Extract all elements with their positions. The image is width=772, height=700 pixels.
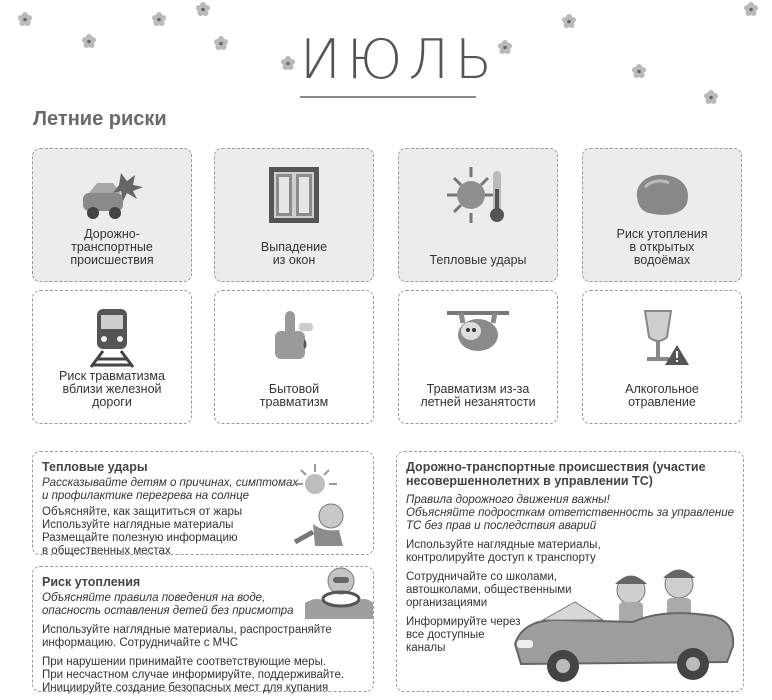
heat-title: Тепловые удары (42, 460, 148, 474)
car-crash-icon (77, 163, 147, 229)
risk-card-drowning (582, 148, 742, 282)
drowning-info-box (32, 566, 374, 692)
heat-intro: Рассказывайте детям о причинах, симптомах и профилактике перегрева на солнце (42, 477, 299, 502)
flower-icon (152, 12, 166, 26)
risk-label: Алкогольное отравление (625, 382, 699, 409)
risk-card-alcohol (582, 290, 742, 424)
flower-icon (18, 12, 32, 26)
flower-icon (632, 64, 646, 78)
flower-icon (704, 90, 718, 104)
risk-label: Тепловые удары (429, 253, 527, 267)
kids-car-illustration-icon (503, 558, 739, 688)
traffic-intro: Правила дорожного движения важны! Объясняйте подросткам ответственность за управление ТС без прав и последствия аварий (406, 494, 735, 532)
drowning-intro: Объясняйте правила поведения на воде, опасность оставления детей без присмотра (42, 592, 294, 617)
risk-label: Риск травматизма вблизи железной дороги (59, 369, 165, 409)
risk-label: Дорожно- транспортные происшествия (70, 227, 154, 267)
sunstroke-illustration-icon (273, 462, 369, 552)
section-title: Летние риски (33, 108, 167, 130)
drowning-title: Риск утопления (42, 575, 141, 589)
traffic-info-box (396, 451, 744, 692)
title-underline (300, 96, 476, 98)
heat-text: Объясняйте, как защититься от жары Используйте наглядные материалы Размещайте полезную информацию в общественных местах (42, 506, 243, 557)
risk-label: Выпадение из окон (260, 240, 328, 267)
window-icon (259, 163, 329, 229)
traffic-title: Дорожно-транспортные происшествия (участие несовершеннолетних в управлении ТС) (406, 460, 706, 488)
risk-card-windows (214, 148, 374, 282)
glass-warning-icon (627, 305, 697, 371)
traffic-text-1: Используйте наглядные материалы, контролируйте доступ к транспорту (406, 539, 601, 564)
risk-card-railway (32, 290, 192, 424)
traffic-text-2: Сотрудничайте со школами, автошколами, общественными организациями (406, 571, 572, 609)
flower-icon (214, 36, 228, 50)
risk-card-household (214, 290, 374, 424)
risk-card-idleness (398, 290, 558, 424)
traffic-text-3: Информируйте через все доступные каналы (406, 616, 521, 654)
sun-thermometer-icon (443, 163, 513, 229)
risk-label: Травматизм из-за летней незанятости (420, 382, 536, 409)
risk-label: Риск утопления в открытых водоёмах (616, 227, 708, 267)
heat-info-box (32, 451, 374, 555)
train-icon (77, 305, 147, 371)
flower-icon (281, 56, 295, 70)
swimmer-illustration-icon (299, 563, 373, 619)
injured-finger-icon (259, 305, 329, 371)
flower-icon (498, 40, 512, 54)
risk-card-heatstroke (398, 148, 558, 282)
risk-card-traffic (32, 148, 192, 282)
flower-icon (562, 14, 576, 28)
flower-icon (82, 34, 96, 48)
flower-icon (196, 2, 210, 16)
drowning-text-2: При нарушении принимайте соответствующие меры. При несчастном случае информируйте, поддерживайте. Инициируйте создание безопасных мест для купания (42, 656, 345, 694)
risk-label: Бытовой травматизм (259, 382, 329, 409)
flower-icon (744, 2, 758, 16)
stone-icon (627, 163, 697, 229)
drowning-text-1: Используйте наглядные материалы, распространяйте информацию. Сотрудничайте с МЧС (42, 624, 332, 649)
sloth-icon (443, 305, 513, 371)
month-title: ИЮЛЬ (300, 28, 499, 91)
